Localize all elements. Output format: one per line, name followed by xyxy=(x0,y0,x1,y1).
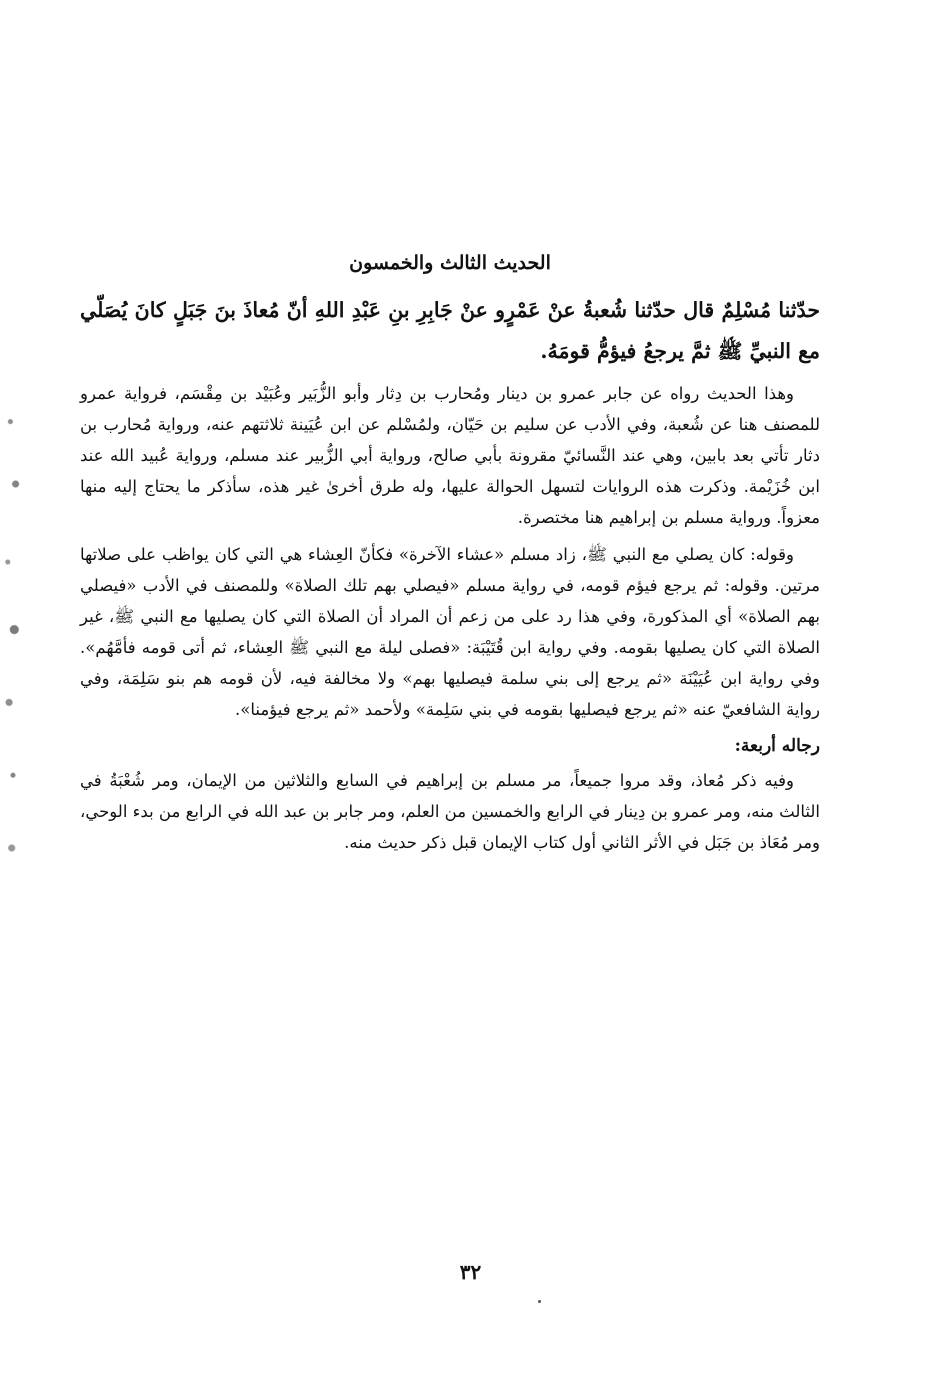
scan-edge-artifact xyxy=(0,380,26,900)
page-content xyxy=(80,248,820,864)
page-number: ٣٢ xyxy=(459,1260,482,1284)
paragraph-narrations: وهذا الحديث رواه عن جابر عمرو بن دينار ومُحارب بن دِثار وأبو الزُّبَير وعُبَيْد بن مِقْسَم، فرواية عمرو للمصنف هنا عن شُعبة، وفي الأدب عن سليم بن حَيّان، ولمُسْلم عن ابن عُيَينة ثلاثتهم عنه، ورواية مُحارب بن دثار تأتي بعد بابين، وهي عند النَّسائيّ مقرونة بأبي صالح، ورواية أبي الزُّبير عند مسلم، ورواية عُبيد الله عند ابن خُزَيْمة. وذكرت هذه الروايات لتسهل الحوالة عليها، وله طرق أخرىٰ غير هذه، سأذكر ما يحتاج إليه منها معزواً. ورواية مسلم بن إبراهيم هنا مختصرة. xyxy=(80,384,820,527)
paragraph-narrators: وفيه ذكر مُعاذ، وقد مروا جميعاً، مر مسلم بن إبراهيم في السابع والثلاثين من الإيمان، ومر شُعْبَةُ في الثالث منه، ومر عمرو بن دِينار في الرابع والخمسين من العلم، ومر جابر بن عبد الله في الرابع من بدء الوحي، ومر مُعَاذ بن جَبَل في الأثر الثاني أول كتاب الإيمان قبل ذكر حديث منه. xyxy=(80,771,820,852)
hadith-text: حدّثنا مُسْلِمٌ قال حدّثنا شُعبةُ عنْ عَمْرٍو عنْ جَابِرِ بنِ عَبْدِ اللهِ أنّ مُعاذَ بنَ جَبَلٍ كانَ يُصَلّي مع النبيِّ ﷺ ثمَّ يرجعُ فيؤمُّ قومَهُ. xyxy=(80,298,820,363)
chapter-title: الحديث الثالث والخمسون xyxy=(349,252,551,274)
paragraph-commentary: وقوله: كان يصلي مع النبي ﷺ، زاد مسلم «عشاء الآخرة» فكأنّ العِشاء هي التي كان يواظب على صلاتها مرتين. وقوله: ثم يرجع فيؤم قومه، في رواية مسلم «فيصلي بهم تلك الصلاة» وللمصنف في الأدب «فيصلي بهم الصلاة» أي المذكورة، وفي هذا رد على من زعم أن المراد أن الصلاة التي كان يصليها مع النبي ﷺ، غير الصلاة التي كان يصليها بقومه. وفي رواية ابن قُتَيْبَة: «فصلى ليلة مع النبي ﷺ العِشاء، ثم أتى قومه فأمَّهُم». وفي رواية ابن عُيَيْنَة «ثم يرجع إلى بني سلمة فيصليها بهم» ولا مخالفة فيه، لأن قومه هم بنو سَلِمَة، وفي رواية الشافعيّ عنه «ثم يرجع فيصليها بقومه في بني سَلِمة» ولأحمد «ثم يرجع فيؤمنا». xyxy=(80,545,820,719)
narrators-heading: رجاله أربعة: xyxy=(734,736,820,756)
scan-dot xyxy=(538,1300,541,1303)
